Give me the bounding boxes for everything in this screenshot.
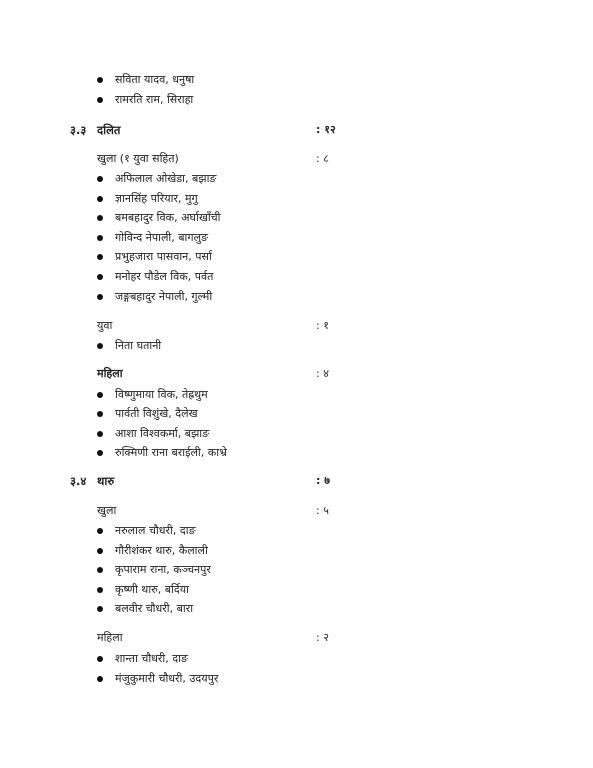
list-item: शान्ता चौधरी, दाङ: [115, 652, 188, 665]
subsection-label: महिला: [97, 631, 123, 644]
bullet: [97, 450, 103, 456]
subsection-count: : १: [316, 319, 329, 332]
list-item: ज्ञानसिंह परियार, मुगु: [115, 192, 198, 205]
list-item: नरुलाल चौधरी, दाङ: [115, 524, 196, 537]
list-item: रामरति राम, सिराहा: [115, 93, 194, 106]
bullet: [97, 97, 103, 103]
subsection-count: : २: [316, 631, 329, 644]
list-item: आशा विश्वकर्मा, बझाङ: [115, 427, 210, 440]
list-item: अफिलाल ओखेडा, बझाङ: [115, 172, 217, 185]
subsection-label: युवा: [97, 319, 113, 332]
list-item: गोविन्द नेपाली, बागलुङ: [115, 231, 209, 244]
bullet: [97, 176, 103, 182]
subsection-count: : ५: [316, 504, 329, 517]
subsection-label: खुला (१ युवा सहित): [97, 152, 179, 165]
bullet: [97, 606, 103, 612]
subsection-count: : ८: [316, 152, 329, 165]
list-item: कृपाराम राना, कञ्चनपुर: [115, 563, 211, 576]
subsection-count: : ४: [316, 367, 329, 380]
list-item: बलवीर चौधरी, बारा: [115, 602, 194, 615]
bullet: [97, 411, 103, 417]
list-item: गौरीशंकर थारु, कैलाली: [115, 544, 208, 557]
list-item: निता घतानी: [115, 339, 162, 352]
bullet: [97, 235, 103, 241]
bullet: [97, 567, 103, 573]
list-item: प्रभुहजारा पासवान, पर्सा: [115, 250, 212, 263]
list-item: बमबहादुर विक, अर्घाखाँची: [115, 211, 221, 224]
list-item: मनोहर पौडेल विक, पर्वत: [115, 270, 214, 283]
list-item: मंजुकुमारी चौधरी, उदयपुर: [115, 672, 219, 685]
bullet: [97, 343, 103, 349]
list-item: जङ्गबहादुर नेपाली, गुल्मी: [115, 290, 213, 303]
section-number: ३.३: [70, 123, 87, 137]
section-number: ३.४: [70, 474, 87, 488]
bullet: [97, 77, 103, 83]
bullet: [97, 676, 103, 682]
bullet: [97, 656, 103, 662]
section-title: थारु: [97, 474, 115, 488]
bullet: [97, 392, 103, 398]
list-item: विष्णुमाया विक, तेह्रथुम: [115, 388, 208, 401]
bullet: [97, 587, 103, 593]
bullet: [97, 548, 103, 554]
section-title: दलित: [97, 123, 121, 137]
bullet: [97, 431, 103, 437]
bullet: [97, 254, 103, 260]
bullet: [97, 196, 103, 202]
list-item: सविता यादव, धनुषा: [115, 73, 195, 86]
bullet: [97, 274, 103, 280]
subsection-label: खुला: [97, 504, 117, 517]
list-item: रुक्मिणी राना बराईली, काभ्रे: [115, 446, 227, 459]
bullet: [97, 294, 103, 300]
list-item: कृष्णी थारु, बर्दिया: [115, 583, 189, 596]
section-count: : १२: [316, 123, 336, 136]
subsection-label: महिला: [97, 367, 123, 380]
list-item: पार्वती विशुंखे, दैलेख: [115, 407, 198, 420]
section-count: : ७: [316, 474, 330, 487]
bullet: [97, 215, 103, 221]
bullet: [97, 528, 103, 534]
